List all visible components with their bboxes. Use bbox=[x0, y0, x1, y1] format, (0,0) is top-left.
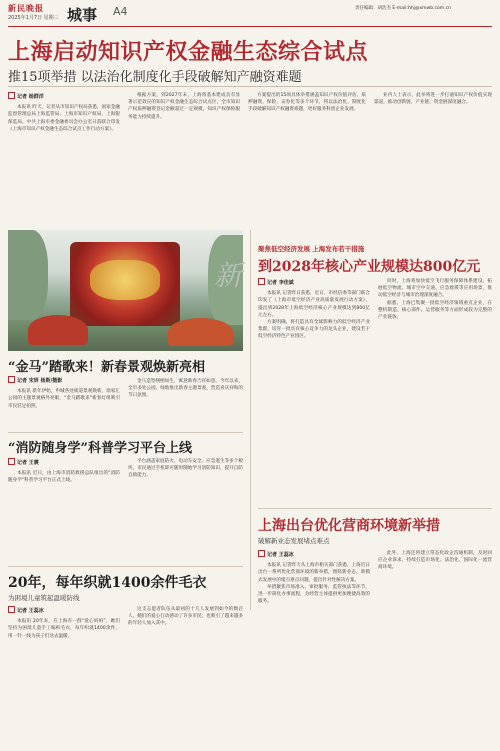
lead-paragraph: 方案提出的15项具体举措涵盖知识产权价值评估、质押融资、保险、证券化等多个环节，将以法治化、制度化手段破解知识产权融资难题，更好服务科创企业发展。 bbox=[248, 93, 366, 113]
lead-column-3 bbox=[248, 92, 366, 222]
photo-flowers-right bbox=[168, 318, 233, 346]
story6-paragraph: 本报讯 记者昨天从上海市相关部门获悉，上海近日出台一系列优化营商环境的新举措，围绕新业态、新模式发展中的堵点难点问题，提出针对性解决方案。 bbox=[258, 563, 370, 583]
story4-column-2 bbox=[128, 458, 243, 563]
masthead bbox=[0, 0, 500, 28]
story2-paragraph: 本报讯 记者昨日获悉，近日，市经信委等部门联合印发了《上海市低空经济产业高质量发展行动方案》，提出到2028年上海低空经济核心产业规模达到800亿元左右。 bbox=[258, 291, 370, 318]
story6-headline: 上海出台优化营商环境新举措 bbox=[258, 518, 440, 534]
lead-headline: 上海启动知识产权金融生态综合试点 bbox=[8, 39, 369, 65]
lead-divider bbox=[8, 86, 492, 87]
story3-paragraph: 金马造型栩栩如生，寓意新春吉祥如意。今年以来，全市多处公园、绿地推出新春主题景观，营造喜庆祥和的节日氛围。 bbox=[128, 379, 243, 399]
story3-paragraph: 本报讯 新年伊始，申城各处街道景观焕新，徐家汇公园的主题景观格外亮眼，“金马踏歌来”新春灯组吸引市民驻足拍照。 bbox=[8, 389, 120, 409]
story6-column-2 bbox=[378, 550, 492, 746]
story3-byline: 记者 宋妍 杨斯/摄影 bbox=[8, 376, 120, 385]
story6-paragraph: 此外，上海还将建立常态化政企沟通机制，及时回应企业诉求，持续打造市场化、法治化、国际化一流营商环境。 bbox=[378, 551, 492, 571]
photo-tree-left bbox=[8, 230, 48, 320]
story5-column-2 bbox=[128, 606, 243, 746]
section-title: 城事 bbox=[67, 6, 98, 24]
story6-paragraph: 举措聚焦市场准入、审批服务、监管执法等环节，进一步简化办事流程，为经营主体提供更加便捷高效的服务。 bbox=[258, 584, 370, 605]
story-divider bbox=[258, 508, 492, 509]
issue-date: 2025年1月7日 星期三 bbox=[8, 15, 59, 21]
story2-column-2 bbox=[378, 278, 492, 483]
lead-column-4 bbox=[374, 92, 492, 222]
story4-byline: 记者 王震 bbox=[8, 458, 120, 467]
story5-subhead: 为困境儿童筑起温暖防线 bbox=[8, 594, 80, 602]
story3-column-1 bbox=[8, 376, 120, 428]
byline-box-icon bbox=[8, 458, 15, 465]
watermark: 新 bbox=[214, 259, 243, 292]
story5-column-1 bbox=[8, 606, 120, 746]
story2-kicker: 聚焦低空经济发展 上海发布若干措施 bbox=[258, 245, 365, 253]
story2-paragraph: 同时，上海将加快低空飞行服务保障体系建设，拓展低空物流、城市空中交通、应急救援等应用场景，推动低空经济与城市治理深度融合。 bbox=[378, 279, 492, 299]
byline-box-icon bbox=[258, 550, 265, 557]
column-divider bbox=[250, 230, 251, 610]
story2-headline: 到2028年核心产业规模达800亿元 bbox=[258, 259, 481, 275]
story4-paragraph: 本报讯 近日，由上海市消防救援总队推出的“消防随身学”科普学习平台正式上线。 bbox=[8, 471, 120, 484]
news-photo bbox=[8, 230, 243, 351]
photo-flowers-left bbox=[28, 315, 88, 345]
story4-paragraph: 平台涵盖家庭防火、电动车安全、应急逃生等多个板块，市民通过手机即可随时随地学习消防知识，提升自防自救能力。 bbox=[128, 459, 243, 479]
story5-paragraph: 这支志愿者队伍从最初的十几人发展到如今的数百人，她们的爱心行动感动了许多市民，也吸引了越来越多的年轻人加入其中。 bbox=[128, 607, 243, 627]
story4-headline: “消防随身学”科普学习平台上线 bbox=[8, 441, 192, 456]
lead-column-1 bbox=[8, 92, 120, 222]
top-rule bbox=[8, 26, 492, 27]
byline-box-icon bbox=[8, 376, 15, 383]
story6-column-1 bbox=[258, 550, 370, 746]
lead-byline: 记者 杨群洋 bbox=[8, 92, 120, 101]
story-divider bbox=[8, 432, 243, 433]
byline-box-icon bbox=[8, 92, 15, 99]
story2-paragraph: 据悉，上海已集聚一批低空经济领域重点企业，在整机制造、核心部件、运营服务等方面形成较为完整的产业链条。 bbox=[378, 300, 492, 321]
story2-byline: 记者 李佳斌 bbox=[258, 278, 370, 287]
lead-paragraph: 业内人士表示，此举将进一步打通知识产权价值实现渠道，推动创新链、产业链、资金链深度融合。 bbox=[374, 93, 492, 106]
story3-headline: “金马”踏歌来！新春景观焕新亮相 bbox=[8, 360, 205, 375]
page-number: A4 bbox=[113, 5, 128, 18]
story5-paragraph: 本报讯 20年来，在上海有一群“爱心妈妈”，她们坚持为困境儿童手工编织毛衣，每年织就1400余件，用一针一线为孩子们送去温暖。 bbox=[8, 619, 120, 639]
story4-column-1 bbox=[8, 458, 120, 563]
story2-column-1 bbox=[258, 278, 370, 483]
story6-byline: 记者 王蕊冰 bbox=[258, 550, 370, 559]
lead-paragraph: 根据方案，到2027年末，上海将基本建成具有显著示范效应的知识产权金融生态综合试点区，全市知识产权质押融资登记金额超过一定规模，知识产权保险服务能力持续提升。 bbox=[128, 93, 240, 120]
story6-subhead: 破解新业态发展堵点难点 bbox=[258, 537, 330, 545]
photo-golden-horse bbox=[90, 260, 160, 300]
lead-subhead: 推15项举措 以法治化制度化手段破解知产融资难题 bbox=[8, 70, 302, 85]
story3-column-2 bbox=[128, 378, 243, 428]
story5-headline: 20年，每年织就1400余件毛衣 bbox=[8, 575, 207, 591]
editor-info: 责任编辑：胡浩杰 E-mail:hhj@xmwb.com.cn bbox=[355, 6, 451, 11]
lead-paragraph: 本报讯 昨天，记者从市知识产权局获悉，国家金融监督管理总局上海监管局、上海市知识产权局、上海银保监局、中共上海市委金融委员会办公室日前联合印发《上海市知识产权金融生态综合试点工作行动方案》。 bbox=[8, 105, 120, 132]
byline-box-icon bbox=[8, 606, 15, 613]
story-divider bbox=[8, 566, 243, 567]
story5-byline: 记者 王蕊冰 bbox=[8, 606, 120, 615]
lead-column-2 bbox=[128, 92, 240, 222]
paper-name: 新民晚报 bbox=[8, 3, 44, 13]
story2-paragraph: 方案明确，将打造具有全球影响力的低空经济产业集群，培育一批具有核心竞争力的龙头企业，建设若干低空经济特色产业园区。 bbox=[258, 320, 370, 340]
byline-box-icon bbox=[258, 278, 265, 285]
